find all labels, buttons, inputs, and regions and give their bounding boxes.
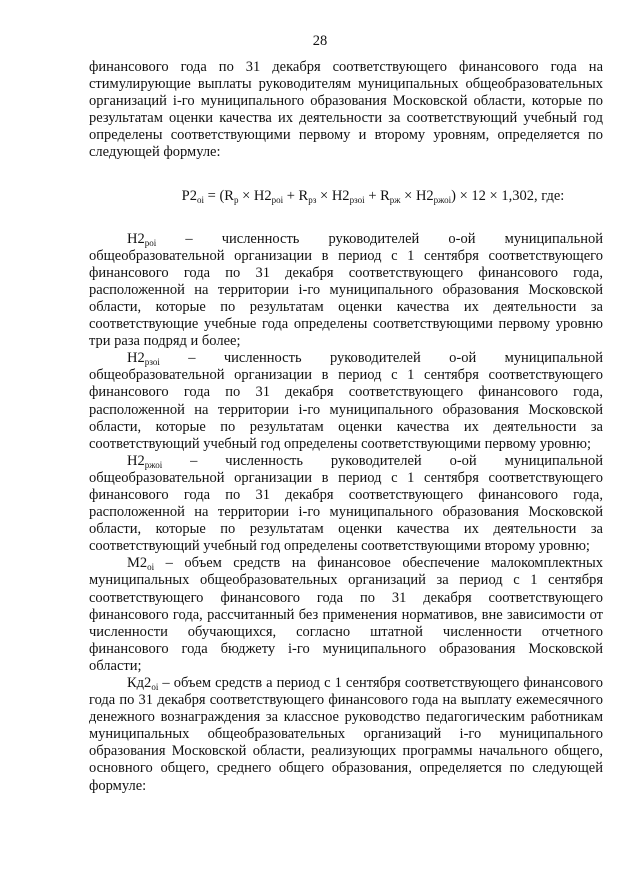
definition-subscript: роi [144, 237, 157, 248]
formula-sub: oi [197, 194, 205, 205]
formula-part: × Н2 [316, 187, 350, 204]
formula-sub: ржоi [433, 194, 452, 205]
intro-paragraph: финансового года по 31 декабря соответствующего финансового года на стимулирующие выплаты руководителям муниципальных общеобразовательных организаций i-го муниципального образования Московской области, которые по результатам оценки качества их деятельности за соответствующий учебный год определены соответствующими первому и второму уровням, определяется по следующей формуле: [89, 59, 603, 161]
definition-n2-rzho [89, 453, 603, 556]
definition-subscript: ржоi [144, 459, 163, 470]
definition-kd2 [89, 675, 603, 795]
formula-sub: роi [271, 194, 284, 205]
definition-n2-rzo [89, 350, 603, 453]
formula-sub: рж [389, 194, 401, 205]
page-number: 28 [312, 33, 328, 49]
definition-subscript: oi [147, 562, 155, 573]
definition-symbol: Кд2 [127, 675, 152, 691]
formula-part: Р2 [181, 187, 197, 204]
formula-part: + R [283, 187, 309, 204]
definition-text: – численность руководителей о-ой муниципальной общеобразовательной организации в период с 1 сентября соответствующего финансового года по 31 декабря соответствующего финансового года, расположенной на территории i-го муниципального образования Московской области, которые по результатам оценки качества их деятельности за соответствующие учебные года определены соответствующими первому уровню три раза подряд и более; [89, 230, 603, 350]
formula-p2 [89, 188, 603, 205]
definition-symbol: Н2 [127, 230, 145, 247]
definition-m2 [89, 555, 603, 675]
formula-part: + R [364, 187, 390, 204]
definition-text: – объем средств а период с 1 сентября соответствующего финансового года по 31 декабря соответствующего финансового года на выплату ежемесячного денежного вознаграждения за классное руководство педагогическим работникам муниципальных общеобразовательных организаций i-го муниципального образования Московской области, реализующих программы начального общего, основного общего, среднего общего образования, определяется по следующей формуле: [89, 675, 603, 794]
definition-n2-ro [89, 231, 603, 351]
definition-symbol: М2 [127, 555, 148, 572]
definition-subscript: oi [151, 682, 159, 692]
formula-part: ) × 12 × 1,302, где: [451, 187, 565, 204]
body-text [89, 59, 603, 795]
formula-sub: р [233, 194, 239, 205]
definition-symbol: Н2 [127, 350, 145, 367]
definition-symbol: Н2 [127, 452, 145, 469]
formula-part: × Н2 [400, 187, 434, 204]
definition-subscript: рзоi [144, 357, 160, 368]
formula-part: × Н2 [238, 187, 272, 204]
definition-text: – численность руководителей о-ой муниципальной общеобразовательной организации в период с 1 сентября соответствующего финансового года по 31 декабря соответствующего финансового года, расположенной на территории i-го муниципального образования Московской области, которые по результатам оценки качества их деятельности за соответствующий учебный год определены соответствующими второму уровню; [89, 452, 603, 555]
formula-sub: рз [308, 194, 317, 205]
definition-text: – объем средств на финансовое обеспечение малокомплектных муниципальных общеобразовательных организаций за период с 1 сентября соответствующего финансового года по 31 декабря соответствующего финансового года, рассчитанный без применения нормативов, вне зависимости от численности обучающихся, согласно штатной численности отчетного финансового года бюджету i-го муниципального образования Московской области; [89, 555, 603, 674]
definition-text: – численность руководителей о-ой муниципальной общеобразовательной организации в период с 1 сентября соответствующего финансового года по 31 декабря соответствующего финансового года, расположенной на территории i-го муниципального образования Московской области, которые по результатам оценки качества их деятельности за соответствующий учебный год определены соответствующими первому уровню; [89, 350, 603, 452]
formula-part: = (R [204, 187, 234, 204]
formula-sub: рзоi [349, 194, 365, 205]
